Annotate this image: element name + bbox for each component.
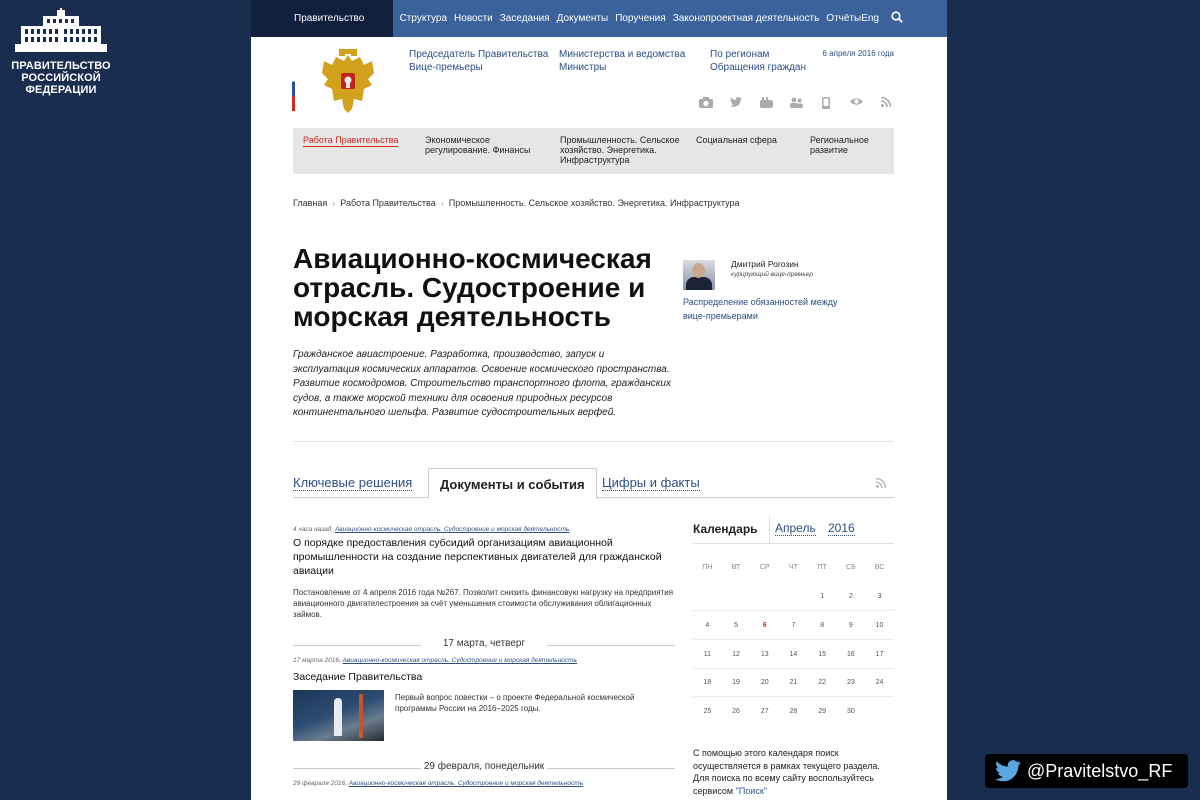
twitter-badge xyxy=(985,754,1188,788)
calendar-weekday: ВТ xyxy=(731,564,741,571)
subnav-item-economy[interactable]: Экономическое регулирование. Финансы xyxy=(425,135,531,155)
news-title[interactable]: О порядке предоставления субсидий организациям авиационной промышленности на создание перспективных двигателей для гражданской авиации xyxy=(293,537,662,577)
calendar-day[interactable]: 30 xyxy=(846,708,855,716)
breadcrumb-industry[interactable]: Промышленность. Сельское хозяйство. Энергетика. Инфраструктура xyxy=(448,198,740,208)
page-title: Авиационно-космическая отрасль. Судостроение и морская деятельность xyxy=(293,243,652,332)
breadcrumb-home[interactable]: Главная xyxy=(293,198,328,208)
camera-icon[interactable] xyxy=(698,97,714,109)
topnav-item-news[interactable]: Новости xyxy=(454,13,493,24)
calendar-day[interactable]: 15 xyxy=(818,650,827,658)
item-time: 4 часа назад, xyxy=(293,526,334,533)
subnav-item-industry[interactable]: Промышленность. Сельское хозяйство. Энергетика. Инфраструктура xyxy=(560,135,680,165)
calendar-day[interactable]: 14 xyxy=(789,650,798,658)
youtube-icon[interactable] xyxy=(758,97,774,109)
coat-of-arms-icon[interactable] xyxy=(318,49,378,115)
government-logo[interactable] xyxy=(8,8,114,96)
breadcrumb xyxy=(293,198,740,208)
header-links-col-1 xyxy=(409,48,548,74)
topnav-item-reports[interactable]: Отчёты xyxy=(826,13,862,24)
tab-documents-events[interactable]: Документы и события xyxy=(428,468,597,499)
link-citizen-appeals[interactable]: Обращения граждан xyxy=(710,62,806,73)
twitter-handle: @Pravitelstvo_RF xyxy=(1027,760,1173,781)
brand-line-3: ФЕДЕРАЦИИ xyxy=(25,84,97,96)
news-summary: Постановление от 4 апреля 2016 года №267. Позволит снизить финансовую нагрузку на предприятия авиационного двигателестроения за счёт уменьшения стоимости обслуживания облигационных займов. xyxy=(293,588,674,619)
search-service-link[interactable]: "Поиск" xyxy=(735,785,767,796)
divider xyxy=(293,441,894,442)
site-header xyxy=(251,37,947,128)
calendar-note xyxy=(693,747,894,797)
section-navigation xyxy=(293,128,894,174)
breadcrumb-government-work[interactable]: Работа Правительства xyxy=(340,198,436,208)
item-tag-link[interactable]: Авиационно-космическая отрасль. Судостроение и морская деятельность xyxy=(342,657,577,664)
calendar-header-divider xyxy=(769,516,770,544)
subnav-item-social[interactable]: Социальная сфера xyxy=(696,135,777,145)
calendar-day[interactable]: 1 xyxy=(820,593,825,600)
item-meta xyxy=(293,780,675,787)
tricolor-stripe xyxy=(292,67,295,111)
breadcrumb-chevron-icon: › xyxy=(332,198,336,208)
calendar-day[interactable]: 5 xyxy=(734,621,738,629)
subnav-item-government-work[interactable]: Работа Правительства xyxy=(303,135,399,145)
header-links-col-2 xyxy=(559,48,685,74)
news-title[interactable]: Заседание Правительства xyxy=(293,671,423,683)
calendar-weekday: ПТ xyxy=(817,564,827,571)
calendar-day[interactable]: 24 xyxy=(875,679,884,687)
calendar-day[interactable]: 4 xyxy=(705,621,710,629)
calendar-day[interactable]: 22 xyxy=(818,679,827,687)
calendar-day[interactable]: 17 xyxy=(875,650,884,658)
social-icons xyxy=(698,97,894,109)
topnav-home[interactable]: Правительство России xyxy=(251,0,393,37)
official-role: курирующий вице-премьер xyxy=(731,271,813,278)
eye-icon[interactable] xyxy=(848,97,864,109)
calendar-day[interactable]: 19 xyxy=(732,679,740,687)
calendar-row-divider xyxy=(693,639,894,640)
page-lead: Гражданское авиастроение. Разработка, производство, запуск и эксплуатация космических аппаратов. Освоение космического пространства. Развитие космодромов. Строительство транспортного флота, гражданских судов, а также морской техники для освоения природных ресурсов континентального шельфа. Развитие судостроительных верфей. xyxy=(293,349,671,418)
calendar-day[interactable]: 11 xyxy=(703,650,711,658)
calendar-day[interactable]: 3 xyxy=(877,593,882,600)
twitter-icon[interactable] xyxy=(728,97,744,109)
rocket-launch-image[interactable] xyxy=(293,690,384,741)
brand-line-1: ПРАВИТЕЛЬСТВО xyxy=(11,60,111,72)
calendar-day[interactable]: 18 xyxy=(703,679,712,687)
topnav-item-legislation[interactable]: Законопроектная деятельность xyxy=(672,13,820,24)
calendar-day[interactable]: 28 xyxy=(789,708,798,716)
language-switch[interactable]: Eng xyxy=(861,13,879,24)
calendar-note-text: С помощью этого календаря поиск осуществляется в рамках текущего раздела. Для поиска по всему сайту воспользуйтесь сервисом xyxy=(693,748,880,796)
calendar-day[interactable]: 29 xyxy=(818,708,827,716)
duties-link[interactable]: Распределение обязанностей между вице-премьерами xyxy=(683,297,838,321)
calendar-day[interactable]: 26 xyxy=(732,708,740,716)
current-date: 6 апреля 2016 года xyxy=(822,49,894,58)
official-name[interactable]: Дмитрий Рогозин xyxy=(731,259,799,269)
calendar-weekday: ЧТ xyxy=(788,564,798,571)
topnav-item-meetings[interactable]: Заседания xyxy=(499,13,550,24)
calendar-row-divider xyxy=(693,668,894,669)
breadcrumb-chevron-icon: › xyxy=(440,198,444,208)
link-vice-premiers[interactable]: Вице-премьеры xyxy=(409,62,483,73)
calendar-day[interactable]: 9 xyxy=(848,621,853,629)
topnav-item-documents[interactable]: Документы xyxy=(556,13,609,24)
calendar-day[interactable]: 25 xyxy=(703,708,712,716)
brand-line-2: РОССИЙСКОЙ xyxy=(21,72,101,84)
official-photo[interactable] xyxy=(683,260,715,290)
date-separator: 29 февраля, понедельник xyxy=(293,761,675,775)
feed-rss-icon[interactable] xyxy=(876,478,886,491)
item-time: 17 марта 2016, xyxy=(293,657,341,664)
page-container xyxy=(251,0,947,800)
calendar-row-divider xyxy=(693,696,894,697)
topnav-item-instructions[interactable]: Поручения xyxy=(615,13,666,24)
calendar-weekday: ВС xyxy=(874,564,885,571)
calendar-row-divider xyxy=(693,610,894,611)
item-meta xyxy=(293,526,675,533)
calendar-day[interactable]: 8 xyxy=(820,621,825,629)
calendar-title: Календарь xyxy=(693,522,758,536)
news-summary: Первый вопрос повестки – о проекте Федеральной космической программы России на 2016–2025 годы. xyxy=(395,693,635,713)
calendar-day[interactable]: 6 xyxy=(762,621,767,629)
item-time: 29 февраля 2016, xyxy=(293,780,347,787)
calendar-day[interactable]: 21 xyxy=(789,679,798,687)
twitter-bird-icon xyxy=(995,760,1021,782)
calendar-day[interactable]: 16 xyxy=(846,650,855,658)
link-chairman[interactable]: Председатель Правительства xyxy=(409,49,549,60)
tab-key-decisions[interactable]: Ключевые решения xyxy=(293,475,413,490)
calendar-day[interactable]: 12 xyxy=(732,650,740,658)
community-icon[interactable] xyxy=(788,97,804,109)
mobile-icon[interactable] xyxy=(818,97,834,109)
calendar-day[interactable]: 23 xyxy=(846,679,855,687)
calendar-month-select[interactable]: Апрель xyxy=(775,521,816,535)
item-tag-link[interactable]: Авиационно-космическая отрасль. Судостроение и морская деятельность xyxy=(334,526,570,533)
link-regions[interactable]: По регионам xyxy=(710,49,770,60)
subnav-item-regional[interactable]: Региональное развитие xyxy=(810,135,869,155)
calendar-day[interactable]: 7 xyxy=(791,621,796,629)
calendar-weekday: ПН xyxy=(702,564,713,571)
topnav-item-structure[interactable]: Структура xyxy=(399,13,448,24)
tab-facts[interactable]: Цифры и факты xyxy=(602,475,700,490)
calendar-day[interactable]: 2 xyxy=(848,593,853,600)
calendar-day[interactable]: 10 xyxy=(875,621,884,629)
item-tag-link[interactable]: Авиационно-космическая отрасль. Судостроение и морская деятельность xyxy=(348,780,584,787)
calendar-header xyxy=(693,516,894,544)
news-media-row xyxy=(293,690,675,741)
calendar-widget xyxy=(693,516,894,796)
header-links-col-3 xyxy=(710,48,806,74)
calendar-year-select[interactable]: 2016 xyxy=(828,521,855,535)
search-icon[interactable] xyxy=(891,11,903,26)
link-ministries[interactable]: Министерства и ведомства xyxy=(559,49,686,60)
calendar-day[interactable]: 27 xyxy=(760,708,769,716)
calendar-weekday: СБ xyxy=(846,564,856,571)
tab-bar xyxy=(293,468,894,498)
calendar-day[interactable]: 13 xyxy=(760,650,769,658)
item-meta xyxy=(293,657,675,664)
link-ministers[interactable]: Министры xyxy=(559,62,607,73)
white-house-icon xyxy=(13,8,109,54)
calendar-weekday: СР xyxy=(759,564,770,571)
calendar-day[interactable]: 20 xyxy=(760,679,769,687)
events-feed xyxy=(293,526,675,787)
date-separator: 17 марта, четверг xyxy=(293,638,675,652)
rss-icon[interactable] xyxy=(878,97,894,109)
